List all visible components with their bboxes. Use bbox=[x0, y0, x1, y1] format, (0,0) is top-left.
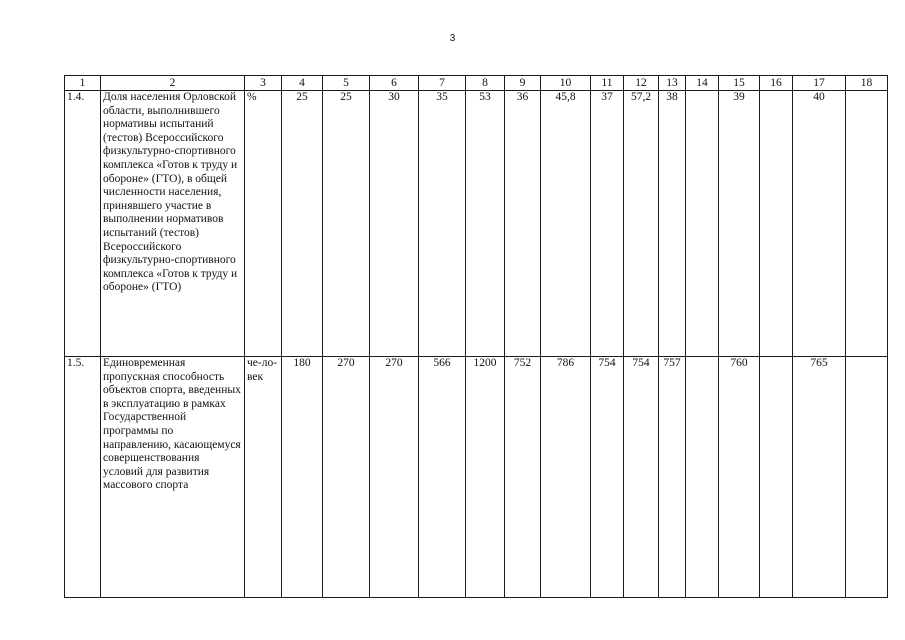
value-cell: 39 bbox=[719, 91, 760, 357]
column-number-row bbox=[65, 76, 888, 91]
column-header: 15 bbox=[719, 76, 760, 91]
value-cell: 270 bbox=[323, 357, 370, 598]
value-cell: 53 bbox=[466, 91, 505, 357]
column-header: 8 bbox=[466, 76, 505, 91]
value-cell: 37 bbox=[591, 91, 624, 357]
value-cell bbox=[686, 91, 719, 357]
column-header: 17 bbox=[793, 76, 846, 91]
value-cell: 752 bbox=[505, 357, 541, 598]
table-row bbox=[65, 91, 888, 357]
indicator-name: Единовременная пропускная способность объектов спорта, введенных в эксплуатацию в рамках Государственной программы по направлению, касающемуся совершенствования условий для развития массового спорта bbox=[101, 357, 245, 598]
table-row bbox=[65, 357, 888, 598]
column-header: 2 bbox=[101, 76, 245, 91]
value-cell: 180 bbox=[282, 357, 323, 598]
value-cell: 754 bbox=[591, 357, 624, 598]
value-cell: 270 bbox=[370, 357, 419, 598]
value-cell bbox=[846, 91, 888, 357]
column-header: 10 bbox=[541, 76, 591, 91]
value-cell: 25 bbox=[323, 91, 370, 357]
value-cell: 754 bbox=[624, 357, 659, 598]
indicator-table bbox=[64, 75, 888, 598]
column-header: 7 bbox=[419, 76, 466, 91]
value-cell: 757 bbox=[659, 357, 686, 598]
column-header: 13 bbox=[659, 76, 686, 91]
row-id: 1.5. bbox=[65, 357, 101, 598]
column-header: 16 bbox=[760, 76, 793, 91]
column-header: 5 bbox=[323, 76, 370, 91]
value-cell: 786 bbox=[541, 357, 591, 598]
value-cell: 566 bbox=[419, 357, 466, 598]
column-header: 3 bbox=[245, 76, 282, 91]
value-cell bbox=[760, 91, 793, 357]
value-cell: 57,2 bbox=[624, 91, 659, 357]
column-header: 1 bbox=[65, 76, 101, 91]
value-cell: 765 bbox=[793, 357, 846, 598]
page-number: 3 bbox=[449, 33, 456, 44]
value-cell bbox=[760, 357, 793, 598]
value-cell: 30 bbox=[370, 91, 419, 357]
value-cell: 40 bbox=[793, 91, 846, 357]
indicator-name: Доля населения Орловской области, выполнившего нормативы испытаний (тестов) Всероссийского физкультурно-спортивного комплекса «Готов к труду и обороне» (ГТО), в общей численности населения, принявшего участие в выполнении нормативов испытаний (тестов) Всероссийского физкультурно-спортивного комплекса «Готов к труду и обороне» (ГТО) bbox=[101, 91, 245, 357]
unit-cell: че-ло-век bbox=[245, 357, 282, 598]
unit-cell: % bbox=[245, 91, 282, 357]
value-cell: 760 bbox=[719, 357, 760, 598]
row-id: 1.4. bbox=[65, 91, 101, 357]
value-cell: 45,8 bbox=[541, 91, 591, 357]
value-cell: 1200 bbox=[466, 357, 505, 598]
column-header: 4 bbox=[282, 76, 323, 91]
value-cell bbox=[846, 357, 888, 598]
value-cell: 25 bbox=[282, 91, 323, 357]
column-header: 18 bbox=[846, 76, 888, 91]
column-header: 11 bbox=[591, 76, 624, 91]
column-header: 12 bbox=[624, 76, 659, 91]
column-header: 14 bbox=[686, 76, 719, 91]
value-cell: 35 bbox=[419, 91, 466, 357]
value-cell: 36 bbox=[505, 91, 541, 357]
column-header: 9 bbox=[505, 76, 541, 91]
value-cell: 38 bbox=[659, 91, 686, 357]
column-header: 6 bbox=[370, 76, 419, 91]
value-cell bbox=[686, 357, 719, 598]
